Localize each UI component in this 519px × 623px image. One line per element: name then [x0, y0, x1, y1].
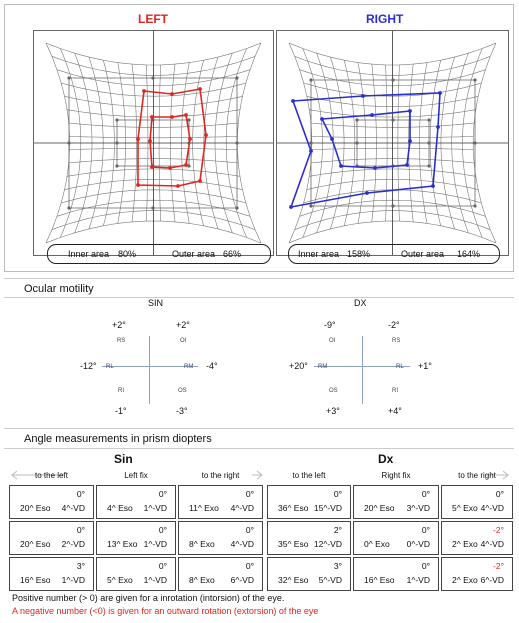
left-outer-area-value: 66%: [223, 249, 242, 259]
vertical-deviation-value: 1^-VD: [143, 575, 167, 585]
left-reference-outer-point: [235, 141, 238, 144]
dx-title: DX: [354, 298, 367, 308]
sin-rl-value: -12°: [80, 361, 97, 371]
vertical-deviation-value: 12^-VD: [313, 539, 342, 549]
left-outer-field-point: [136, 137, 140, 141]
right-inner-field-point: [370, 113, 374, 117]
left-outer-area-label: Outer area: [172, 249, 216, 259]
dx-rs-label: RS: [392, 338, 401, 344]
left-reference-outer-point: [67, 141, 70, 144]
sin-rs-value: +2°: [112, 320, 126, 330]
deviation-value: 2^ Exo: [452, 539, 478, 549]
left-reference-outer-point: [235, 76, 238, 79]
torsion-value: 0°: [495, 489, 504, 499]
right-chart-title: RIGHT: [366, 12, 404, 26]
vertical-deviation-value: 4^-VD: [61, 503, 85, 513]
right-inner-field-point: [373, 166, 377, 170]
right-reference-outer-point: [391, 78, 394, 81]
deviation-value: 35^ Eso: [278, 539, 309, 549]
left-reference-outer-point: [151, 206, 154, 209]
measurement-cell: [267, 557, 351, 591]
right-reference-inner-point: [427, 164, 430, 167]
left-outer-field-point: [170, 92, 174, 96]
right-reference-outer-point: [391, 204, 394, 207]
left-reference-outer-point: [67, 206, 70, 209]
torsion-value: 0°: [158, 525, 167, 535]
vertical-deviation-value: 4^-VD: [480, 503, 504, 513]
torsion-value: 2°: [333, 525, 342, 535]
divider: [4, 297, 514, 298]
deviation-value: 0^ Exo: [364, 539, 390, 549]
measurement-cell: [96, 557, 176, 591]
measurement-cell: [441, 485, 513, 519]
right-reference-inner-point: [355, 118, 358, 121]
deviation-value: 32^ Eso: [278, 575, 309, 585]
sin-os-label: OS: [178, 388, 187, 394]
column-header: to the right: [201, 471, 240, 480]
measurement-cell: [96, 521, 176, 555]
vertical-deviation-value: 1^-VD: [61, 575, 85, 585]
left-reference-outer-point: [151, 76, 154, 79]
vertical-deviation-value: 15^-VD: [313, 503, 342, 513]
right-reference-inner-point: [355, 141, 358, 144]
right-outer-field-point: [291, 99, 295, 103]
torsion-value: 0°: [245, 525, 254, 535]
right-reference-inner-point: [427, 118, 430, 121]
deviation-value: 16^ Eso: [364, 575, 395, 585]
vertical-deviation-value: 1^-VD: [406, 575, 430, 585]
dx-ri-label: RI: [392, 388, 398, 394]
measurement-cell: [441, 557, 513, 591]
left-inner-field-point: [148, 139, 152, 143]
deviation-value: 16^ Eso: [20, 575, 51, 585]
dx-rl-value: +1°: [418, 361, 432, 371]
column-header: to the left: [35, 471, 68, 480]
torsion-value: 0°: [158, 561, 167, 571]
deviation-value: 20^ Eso: [364, 503, 395, 513]
torsion-value: 0°: [76, 489, 85, 499]
right-inner-area-label: Inner area: [298, 249, 340, 259]
dx-vertical-axis: [362, 336, 363, 404]
right-hess-grid: [277, 31, 508, 255]
sin-os-value: -3°: [176, 406, 188, 416]
vertical-deviation-value: 4^-VD: [230, 503, 254, 513]
right-outer-field-point: [431, 184, 435, 188]
measurement-cell: [178, 485, 263, 519]
deviation-value: 8^ Exo: [189, 575, 215, 585]
torsion-value: 0°: [76, 525, 85, 535]
left-inner-field-point: [170, 115, 174, 119]
left-reference-inner-point: [115, 118, 118, 121]
measurement-cell: [353, 485, 439, 519]
vertical-deviation-value: 6^-VD: [480, 575, 504, 585]
sin-vertical-axis: [149, 336, 150, 404]
sin-ri-value: -1°: [115, 406, 127, 416]
right-reference-outer-point: [473, 141, 476, 144]
angle-measurements-title: Angle measurements in prism diopters: [24, 433, 212, 445]
deviation-value: 5^ Exo: [452, 503, 478, 513]
measurement-cell: [9, 485, 94, 519]
measurement-cell: [9, 557, 94, 591]
left-area-summary: [47, 244, 271, 264]
left-reference-outer-point: [67, 76, 70, 79]
sin-rm-label: RM: [184, 364, 194, 370]
left-hess-grid: [34, 31, 273, 255]
deviation-value: 4^ Eso: [107, 503, 133, 513]
torsion-value: 0°: [158, 489, 167, 499]
divider: [4, 428, 514, 429]
dx-rm-label: RM: [318, 364, 328, 370]
right-outer-field-point: [365, 191, 369, 195]
left-outer-field-point: [198, 87, 202, 91]
sin-oi-label: OI: [180, 338, 187, 344]
deviation-value: 36^ Eso: [278, 503, 309, 513]
right-outer-area-label: Outer area: [401, 249, 445, 259]
left-inner-field-point: [184, 163, 188, 167]
measurement-cell: [267, 521, 351, 555]
left-outer-field-point: [204, 133, 208, 137]
measurement-cell: [96, 485, 176, 519]
left-inner-field-point: [150, 165, 154, 169]
right-inner-field: [322, 111, 410, 168]
torsion-value: -2°: [493, 525, 504, 535]
deviation-value: 11^ Exo: [189, 503, 219, 513]
dx-rl-label: RL: [396, 364, 404, 370]
dx-oi-value: -9°: [324, 320, 336, 330]
column-header: Left fix: [124, 471, 148, 480]
torsion-value: 3°: [333, 561, 342, 571]
deviation-value: 13^ Exo: [107, 539, 138, 549]
right-area-summary: [288, 244, 500, 264]
left-chart-title: LEFT: [138, 12, 168, 26]
right-inner-field-point: [339, 164, 343, 168]
left-inner-area-label: Inner area: [68, 249, 110, 259]
torsion-value: 0°: [421, 489, 430, 499]
vertical-deviation-value: 6^-VD: [230, 575, 254, 585]
sin-ri-label: RI: [118, 388, 124, 394]
right-inner-field-point: [408, 139, 412, 143]
divider: [4, 278, 514, 279]
left-outer-field-point: [198, 179, 202, 183]
sin-rm-value: -4°: [206, 361, 218, 371]
negative-note: A negative number (<0) is given for an outward rotation (extorsion) of the eye: [12, 606, 319, 616]
left-reference-inner-point: [115, 164, 118, 167]
right-outer-area-value: 164%: [457, 249, 481, 259]
deviation-value: 2^ Exo: [452, 575, 478, 585]
right-outer-field-point: [309, 149, 313, 153]
left-inner-field-point: [188, 137, 192, 141]
dx-oi-label: OI: [329, 338, 336, 344]
right-reference-inner-point: [391, 118, 394, 121]
right-inner-field-point: [320, 117, 324, 121]
measurement-cell: [9, 521, 94, 555]
right-inner-area-value: 158%: [347, 249, 371, 259]
measurement-cell: [353, 557, 439, 591]
dx-rs-value: -2°: [388, 320, 400, 330]
dx-os-value: +3°: [326, 406, 340, 416]
deviation-value: 8^ Exo: [189, 539, 215, 549]
torsion-value: 0°: [245, 489, 254, 499]
torsion-value: 0°: [333, 489, 342, 499]
deviation-value: 5^ Exo: [107, 575, 133, 585]
right-reference-outer-point: [309, 78, 312, 81]
positive-note: Positive number (> 0) are given for a inrotation (intorsion) of the eye.: [12, 593, 285, 603]
left-reference-outer-point: [235, 206, 238, 209]
left-inner-field: [150, 115, 190, 168]
right-reference-outer-point: [309, 204, 312, 207]
dx-os-label: OS: [329, 388, 338, 394]
torsion-value: 3°: [76, 561, 85, 571]
column-header: to the right: [458, 471, 496, 480]
left-inner-field-point: [168, 166, 172, 170]
column-header: to the left: [292, 471, 326, 480]
vertical-deviation-value: 2^-VD: [61, 539, 85, 549]
measurement-cell: [178, 557, 263, 591]
measurement-cell: [178, 521, 263, 555]
sin-group-title: Sin: [114, 452, 133, 466]
vertical-deviation-value: 5^-VD: [318, 575, 342, 585]
right-hess-panel: [276, 30, 509, 256]
left-outer-field-point: [142, 89, 146, 93]
sin-oi-value: +2°: [176, 320, 190, 330]
right-reference-outer-point: [473, 78, 476, 81]
divider: [4, 448, 514, 449]
right-outer-field-point: [361, 94, 365, 98]
measurement-cell: [353, 521, 439, 555]
ocular-motility-title: Ocular motility: [24, 283, 94, 295]
right-inner-field-point: [330, 137, 334, 141]
right-reference-outer-point: [473, 204, 476, 207]
left-inner-area-value: 80%: [118, 249, 137, 259]
dx-ri-value: +4°: [388, 406, 402, 416]
vertical-deviation-value: 1^-VD: [143, 503, 167, 513]
torsion-value: 0°: [421, 561, 430, 571]
left-outer-field-point: [136, 183, 140, 187]
deviation-value: 20^ Eso: [20, 539, 51, 549]
left-reference-inner-point: [115, 141, 118, 144]
torsion-value: 0°: [421, 525, 430, 535]
right-reference-outer-point: [309, 141, 312, 144]
torsion-value: -2°: [493, 561, 504, 571]
left-hess-panel: [33, 30, 274, 256]
right-outer-field-point: [289, 205, 293, 209]
column-header: Right fix: [381, 471, 411, 480]
measurement-cell: [267, 485, 351, 519]
right-outer-field-point: [438, 91, 442, 95]
vertical-deviation-value: 4^-VD: [230, 539, 254, 549]
deviation-value: 20^ Eso: [20, 503, 51, 513]
right-inner-field-point: [405, 163, 409, 167]
measurement-cell: [441, 521, 513, 555]
vertical-deviation-value: 3^-VD: [406, 503, 430, 513]
sin-rl-label: RL: [106, 364, 114, 370]
vertical-deviation-value: 1^-VD: [143, 539, 167, 549]
dx-group-title: Dx: [378, 452, 394, 466]
right-reference-inner-point: [427, 141, 430, 144]
vertical-deviation-value: 4^-VD: [480, 539, 504, 549]
left-reference-inner-point: [187, 118, 190, 121]
dx-rm-value: +20°: [289, 361, 308, 371]
sin-title: SIN: [148, 298, 164, 308]
sin-rs-label: RS: [117, 338, 126, 344]
right-outer-field-point: [436, 125, 440, 129]
left-inner-field-point: [150, 115, 154, 119]
left-outer-field-point: [176, 184, 180, 188]
torsion-value: 0°: [245, 561, 254, 571]
left-inner-field-point: [184, 113, 188, 117]
right-inner-field-point: [408, 109, 412, 113]
vertical-deviation-value: 0^-VD: [406, 539, 430, 549]
